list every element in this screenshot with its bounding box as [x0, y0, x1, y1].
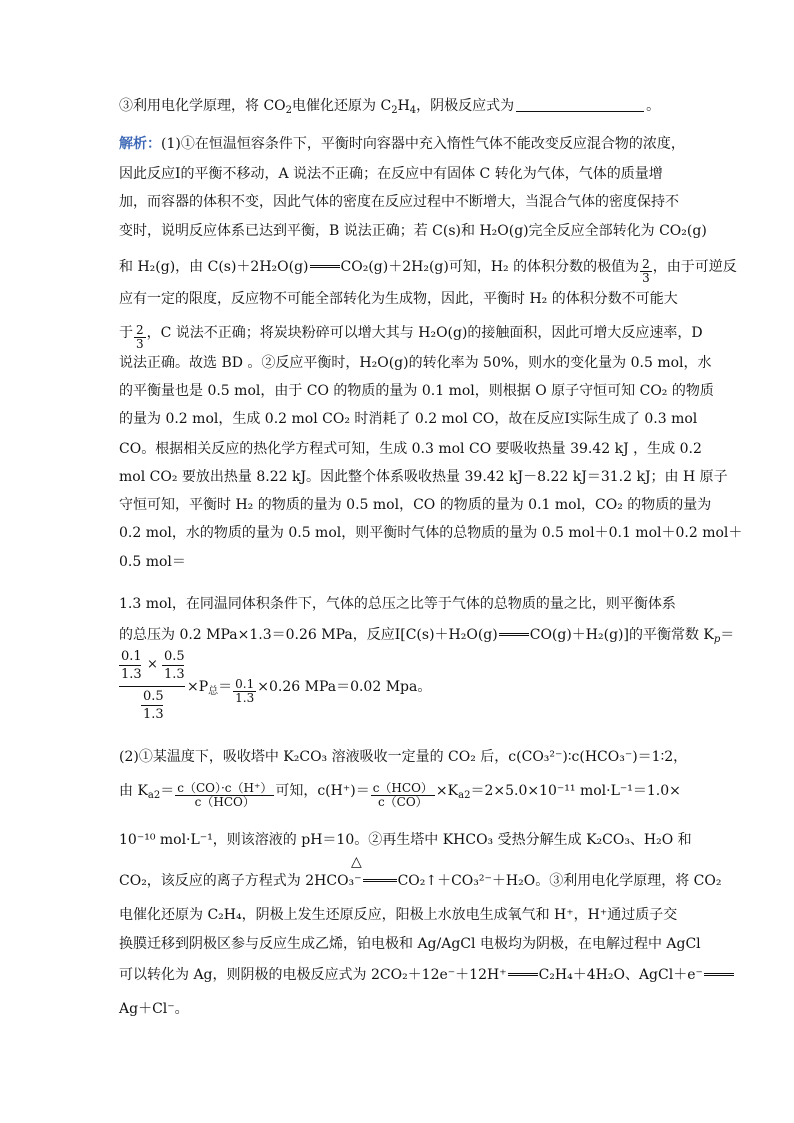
fraction-denominator: 3: [642, 271, 650, 285]
analysis-text: ＝: [720, 627, 735, 643]
analysis-text: 于: [119, 325, 133, 341]
analysis-line-13: [119, 496, 711, 514]
fraction-denominator: 3: [136, 337, 144, 351]
ka2-fraction: [175, 782, 274, 809]
kp-c-numerator: 0.5: [143, 689, 164, 704]
analysis-line-3: [119, 193, 679, 211]
analysis-label: 解析：: [119, 136, 161, 152]
analysis-text: 说法正确。故选 BD 。②反应平衡时，H₂O(g)的转化率为 50%，则水的变化量为 0.5 mol，水: [119, 355, 712, 371]
analysis-text: 因此反应Ⅰ的平衡不移动，A 说法不正确；在反应中有固体 C 转化为气体，气体的质量增: [119, 166, 663, 182]
analysis-line-8: [119, 354, 712, 372]
kp-c-denominator: 1.3: [143, 707, 164, 722]
kp-b-numerator: 0.5: [164, 649, 185, 664]
analysis-line-2: [119, 165, 663, 183]
q3-text-b: 电催化还原为 C: [292, 98, 392, 114]
analysis-text: 电催化还原为 C₂H₄，阴极上发生还原反应，阳极上水放电生成氧气和 H⁺，H⁺通过质子交: [119, 907, 678, 923]
kp-a-numerator: 0.1: [121, 649, 142, 664]
fraction-bar: [119, 665, 141, 666]
analysis-line-7: [119, 324, 703, 351]
analysis-text: 可以转化为 Ag，则阴极的电极反应式为 2CO₂＋12e⁻＋12H⁺: [119, 967, 507, 983]
analysis-text: 应有一定的限度，反应物不可能全部转化为生成物，因此，平衡时 H₂ 的体积分数不可能大: [119, 291, 678, 307]
analysis-line-16: [119, 595, 676, 613]
analysis-text: (2)①某温度下，吸收塔中 K₂CO₃ 溶液吸收一定量的 CO₂ 后，c(CO₃²⁻)∶c(HCO₃⁻)＝1∶2，: [119, 749, 688, 765]
analysis-text: ＝: [218, 679, 233, 695]
analysis-line-6: [119, 290, 678, 308]
part2-line-3: [119, 831, 692, 849]
analysis-line-5: [119, 255, 737, 285]
ka2-subscript: a2: [147, 790, 161, 801]
analysis-text: (1)①在恒温恒容条件下，平衡时向容器中充入惰性气体不能改变反应混合物的浓度，: [161, 136, 685, 152]
equation-equals: [499, 623, 529, 636]
analysis-line-17: [119, 623, 734, 649]
analysis-text: ×K: [435, 783, 459, 799]
analysis-text: ×0.26 MPa＝0.02 Mpa。: [257, 679, 432, 695]
kp-b-denominator: 1.3: [164, 667, 185, 682]
kp-a-denominator: 1.3: [121, 667, 142, 682]
fraction-denominator: c（CO）: [377, 795, 428, 809]
analysis-line-9: [119, 382, 714, 400]
main-fraction-bar: [119, 686, 185, 687]
p-total-subscript: 总: [208, 686, 219, 697]
fraction-denominator: c（HCO）: [194, 795, 255, 809]
analysis-text: Ag＋Cl⁻。: [119, 1001, 189, 1017]
fraction-two-thirds: [134, 324, 146, 351]
analysis-line-12: [119, 468, 728, 486]
fraction-0.1-1.3: [233, 678, 256, 705]
kp-subscript: p: [713, 634, 721, 645]
fraction-denominator: 1.3: [235, 691, 255, 705]
equation-equals: [508, 963, 538, 976]
analysis-text: CO₂(g)＋2H₂(g)可知，H₂ 的体积分数的极值为: [340, 259, 640, 275]
analysis-text: 变时，说明反应体系已达到平衡，B 说法正确；若 C(s)和 H₂O(g)完全反应全部转化为 CO₂(g): [119, 223, 707, 239]
analysis-text: CO₂，该反应的离子方程式为 2HCO₃⁻: [119, 873, 362, 889]
analysis-line-15: [119, 553, 186, 571]
part2-line-7: [119, 963, 735, 984]
analysis-line-4: [119, 222, 707, 240]
equation-equals: [363, 869, 397, 882]
q3-text-c: ，阴极反应式为: [416, 98, 515, 114]
fraction-numerator: c（CO）·c（H⁺）: [177, 781, 273, 795]
equation-equals: [704, 963, 734, 976]
analysis-text: 和 H₂(g)，由 C(s)＋2H₂O(g): [119, 259, 309, 275]
part2-line-2: [119, 782, 681, 809]
kp-result: [187, 678, 431, 705]
part2-line-1: [119, 748, 687, 766]
ch-fraction: [371, 782, 435, 809]
fraction-two-thirds: [640, 258, 652, 285]
times-sign: ×: [147, 657, 158, 672]
part2-line-5: [119, 906, 677, 924]
heat-delta-symbol: △: [351, 854, 362, 870]
analysis-text: 10⁻¹⁰ mol·L⁻¹，则该溶液的 pH＝10。②再生塔中 KHCO₃ 受热分解生成 K₂CO₃、H₂O 和: [119, 832, 692, 848]
fraction-numerator: 0.1: [235, 677, 255, 691]
analysis-line-10: [119, 410, 697, 428]
answer-blank[interactable]: [516, 97, 644, 112]
analysis-text: 换膜迁移到阴极区参与反应生成乙烯，铂电极和 Ag/AgCl 电极均为阴极，在电解过程中 AgCl: [119, 936, 701, 952]
q3-text-a: ③利用电化学原理，将 CO: [119, 98, 286, 114]
analysis-line-1: [119, 135, 685, 153]
analysis-text: ，由于可逆反: [652, 259, 737, 275]
fraction-numerator: 2: [642, 257, 650, 271]
analysis-text: 加，而容器的体积不变，因此气体的密度在反应过程中不断增大，当混合气体的密度保持不: [119, 194, 679, 210]
analysis-text: C₂H₄＋4H₂O、AgCl＋e⁻: [538, 967, 703, 983]
analysis-text: CO₂↑＋CO₃²⁻＋H₂O。③利用电化学原理，将 CO₂: [397, 873, 722, 889]
analysis-text: ＝: [160, 783, 175, 799]
q3-tail: 。: [646, 98, 661, 114]
analysis-text: 1.3 mol，在同温同体积条件下，气体的总压之比等于气体的总物质的量之比，则平衡体系: [119, 596, 676, 612]
analysis-text: 0.2 mol，水的物质的量为 0.5 mol，则平衡时气体的总物质的量为 0.5 mol＋0.1 mol＋0.2 mol＋: [119, 525, 743, 541]
analysis-text: 守恒可知，平衡时 H₂ 的物质的量为 0.5 mol，CO 的物质的量为 0.1 mol，CO₂ 的物质的量为: [119, 497, 712, 513]
analysis-line-11: [119, 440, 702, 458]
part2-line-6: [119, 935, 701, 953]
analysis-text: 可知，c(H⁺)＝: [275, 783, 370, 799]
analysis-text: CO。根据相关反应的热化学方程式可知，生成 0.3 mol CO 要吸收热量 39.42 kJ ，生成 0.2: [119, 441, 702, 457]
analysis-text: 的平衡量也是 0.5 mol，由于 CO 的物质的量为 0.1 mol，则根据 O 原子守恒可知 CO₂ 的物质: [119, 383, 714, 399]
fraction-numerator: c（HCO）: [372, 781, 433, 795]
analysis-line-14: [119, 524, 742, 542]
question-3-line: ③利用电化学原理，将 $CO_2$电催化还原为 $C_2H_4$，阴极反应式为 。: [119, 98, 661, 116]
analysis-text: CO(g)＋H₂(g)]的平衡常数 K: [529, 627, 714, 643]
analysis-text: mol CO₂ 要放出热量 8.22 kJ。因此整个体系吸收热量 39.42 kJ－8.22 kJ＝31.2 kJ；由 H 原子: [119, 469, 728, 485]
analysis-text: 的量为 0.2 mol，生成 0.2 mol CO₂ 时消耗了 0.2 mol CO，故在反应Ⅰ实际生成了 0.3 mol: [119, 411, 698, 427]
fraction-bar: [141, 705, 163, 706]
ka2-subscript: a2: [458, 790, 471, 801]
analysis-text: 的总压为 0.2 MPa×1.3＝0.26 MPa，反应Ⅰ[C(s)＋H₂O(g): [119, 627, 498, 643]
analysis-text: ×P: [187, 679, 209, 695]
fraction-numerator: 2: [136, 323, 144, 337]
analysis-text: 0.5 mol＝: [119, 554, 186, 570]
equation-equals: [310, 255, 340, 268]
part2-line-8: [119, 1000, 189, 1018]
analysis-text: 由 K: [119, 783, 148, 799]
analysis-text: ＝2×5.0×10⁻¹¹ mol·L⁻¹＝1.0×: [470, 783, 681, 799]
part2-line-4: [119, 869, 721, 890]
fraction-bar: [162, 665, 184, 666]
analysis-text: ，C 说法不正确；将炭块粉碎可以增大其与 H₂O(g)的接触面积，因此可增大反应速率，D: [146, 325, 703, 341]
